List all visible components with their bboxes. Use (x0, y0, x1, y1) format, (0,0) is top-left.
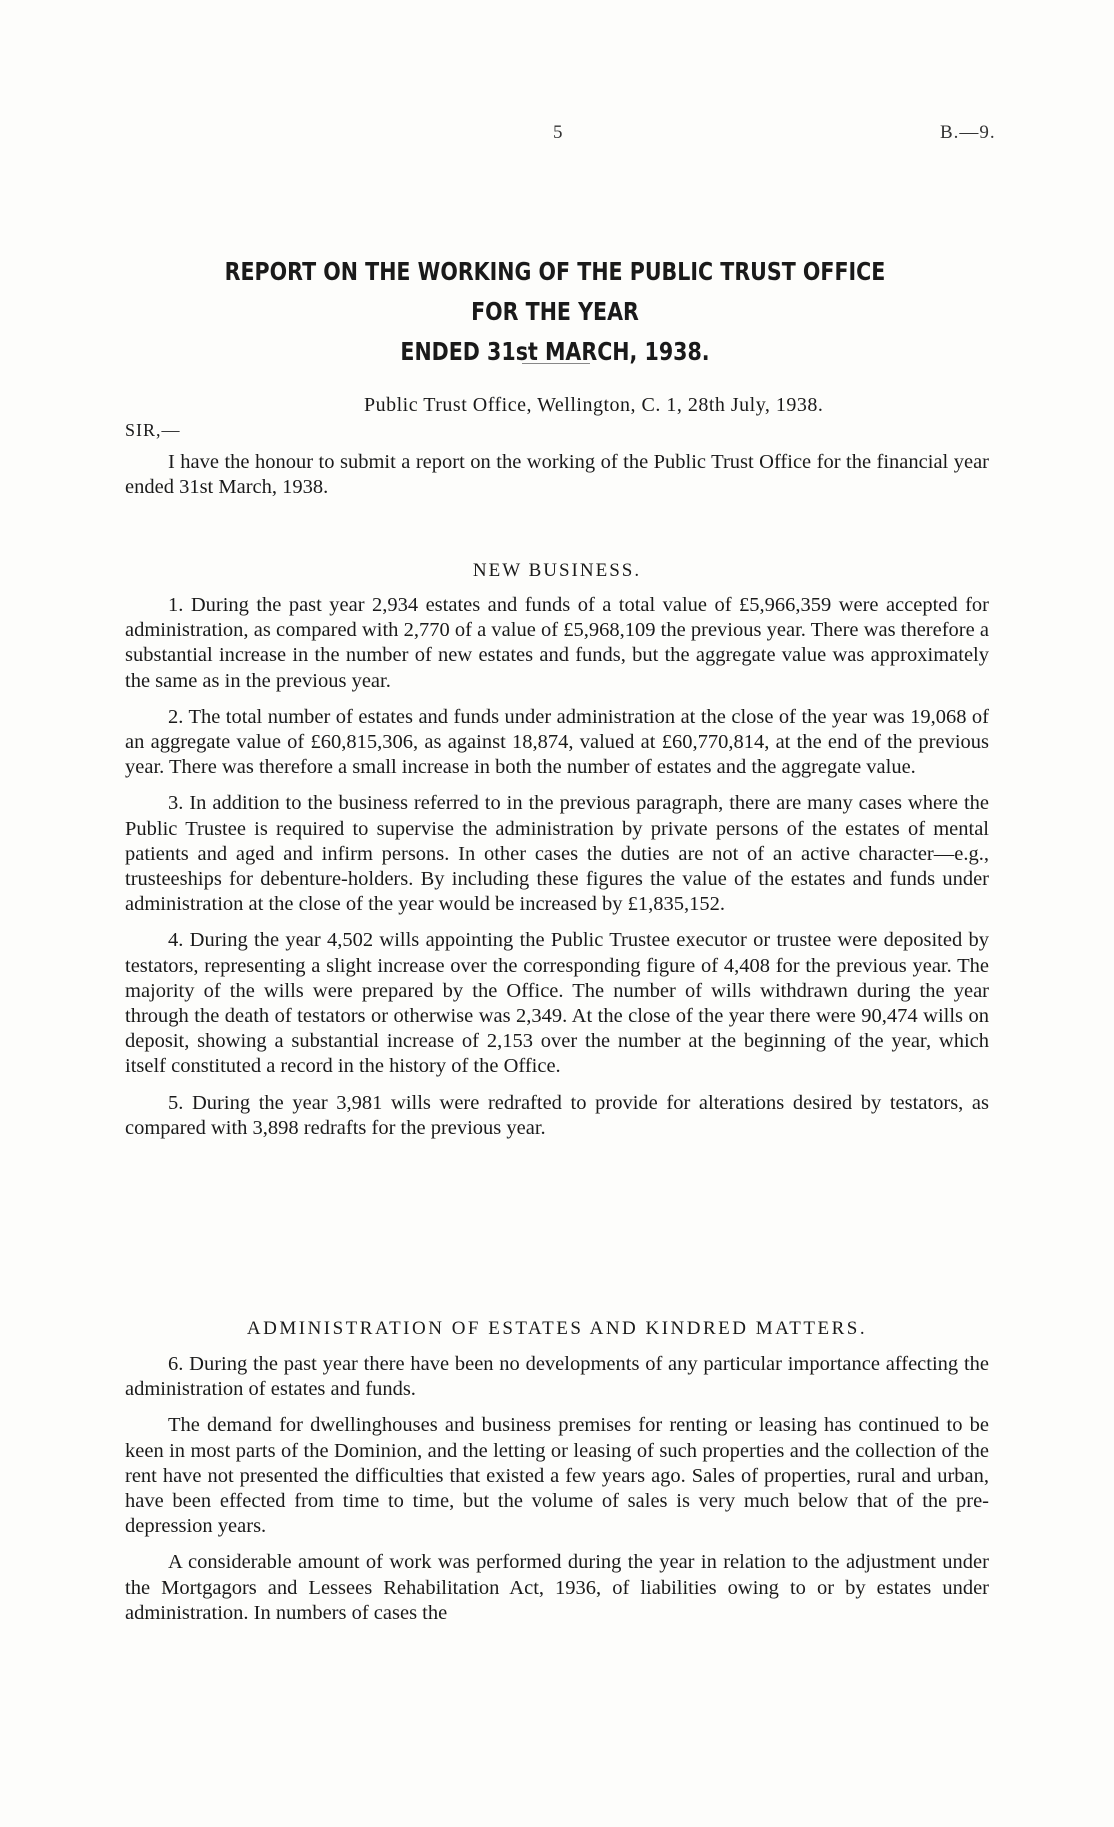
section-new-business-body (125, 593, 989, 1152)
section-heading-administration: ADMINISTRATION OF ESTATES AND KINDRED MATTERS. (246, 1318, 868, 1339)
paragraph-1: 1. During the past year 2,934 estates and funds of a total value of £5,966,359 were accepted for administration, as compared with 2,770 of a value of £5,968,109 the previous year. There was therefore a substantial increase in the number of new estates and funds, but the aggregate value was approximately the same as in the previous year. (125, 594, 989, 692)
page-number: 5 (553, 122, 563, 143)
paragraph-2: 2. The total number of estates and funds under administration at the close of the year was 19,068 of an aggregate value of £60,815,306, as against 18,874, valued at £60,770,814, at the end of the previous year. There was therefore a small increase in both the number of estates and the aggregate value. (125, 705, 989, 779)
paragraph-5: 5. During the year 3,981 wills were redrafted to provide for alterations desired by testators, as compared with 3,898 redrafts for the previous year. (125, 1091, 989, 1139)
paragraph-4: 4. During the year 4,502 wills appointing the Public Trustee executor or trustee were deposited by testators, representing a slight increase over the corresponding figure of 4,408 for the previous year. The majority of the wills were prepared by the Office. The number of wills withdrawn during the year through the death of testators or otherwise was 2,349. At the close of the year there were 90,474 wills on deposit, showing a substantial increase of 2,153 over the number at the beginning of the year, which itself constituted a record in the history of the Office. (125, 929, 989, 1078)
salutation: SIR,— (125, 420, 181, 440)
report-title (215, 252, 895, 372)
section-heading-new-business: NEW BUSINESS. (472, 560, 642, 581)
title-divider (522, 363, 590, 364)
document-reference: B.—9. (940, 122, 996, 143)
intro-paragraph-block (125, 450, 989, 511)
title-line-1: REPORT ON THE WORKING OF THE PUBLIC TRUST OFFICE FOR THE YEAR (224, 257, 886, 326)
paragraph-adjustment: A considerable amount of work was performed during the year in relation to the adjustment under the Mortgagors and Lessees Rehabilitation Act, 1936, of liabilities owing to or by estates under administration. In numbers of cases the (125, 1551, 989, 1624)
section-administration-body (125, 1352, 989, 1637)
title-line-2: ENDED 31st MARCH, 1938. (400, 337, 710, 366)
dateline: Public Trust Office, Wellington, C. 1, 28th July, 1938. (364, 394, 824, 416)
paragraph-6: 6. During the past year there have been no developments of any particular importance affecting the administration of estates and funds. (125, 1353, 989, 1401)
paragraph-3: 3. In addition to the business referred to in the previous paragraph, there are many cases where the Public Trustee is required to supervise the administration by private persons of the estates of mental patients and aged and infirm persons. In other cases the duties are not of an active character—e.g., trusteeships for debenture-holders. By including these figures the value of the estates and funds under administration at the close of the year would be increased by £1,835,152. (125, 792, 989, 916)
intro-paragraph: I have the honour to submit a report on the working of the Public Trust Office for the financial year ended 31st March, 1938. (125, 451, 989, 499)
paragraph-demand: The demand for dwellinghouses and business premises for renting or leasing has continued to be keen in most parts of the Dominion, and the letting or leasing of such properties and the collection of the rent have not presented the difficulties that existed a few years ago. Sales of properties, rural and urban, have been effected from time to time, but the volume of sales is very much below that of the pre-depression years. (125, 1414, 989, 1538)
